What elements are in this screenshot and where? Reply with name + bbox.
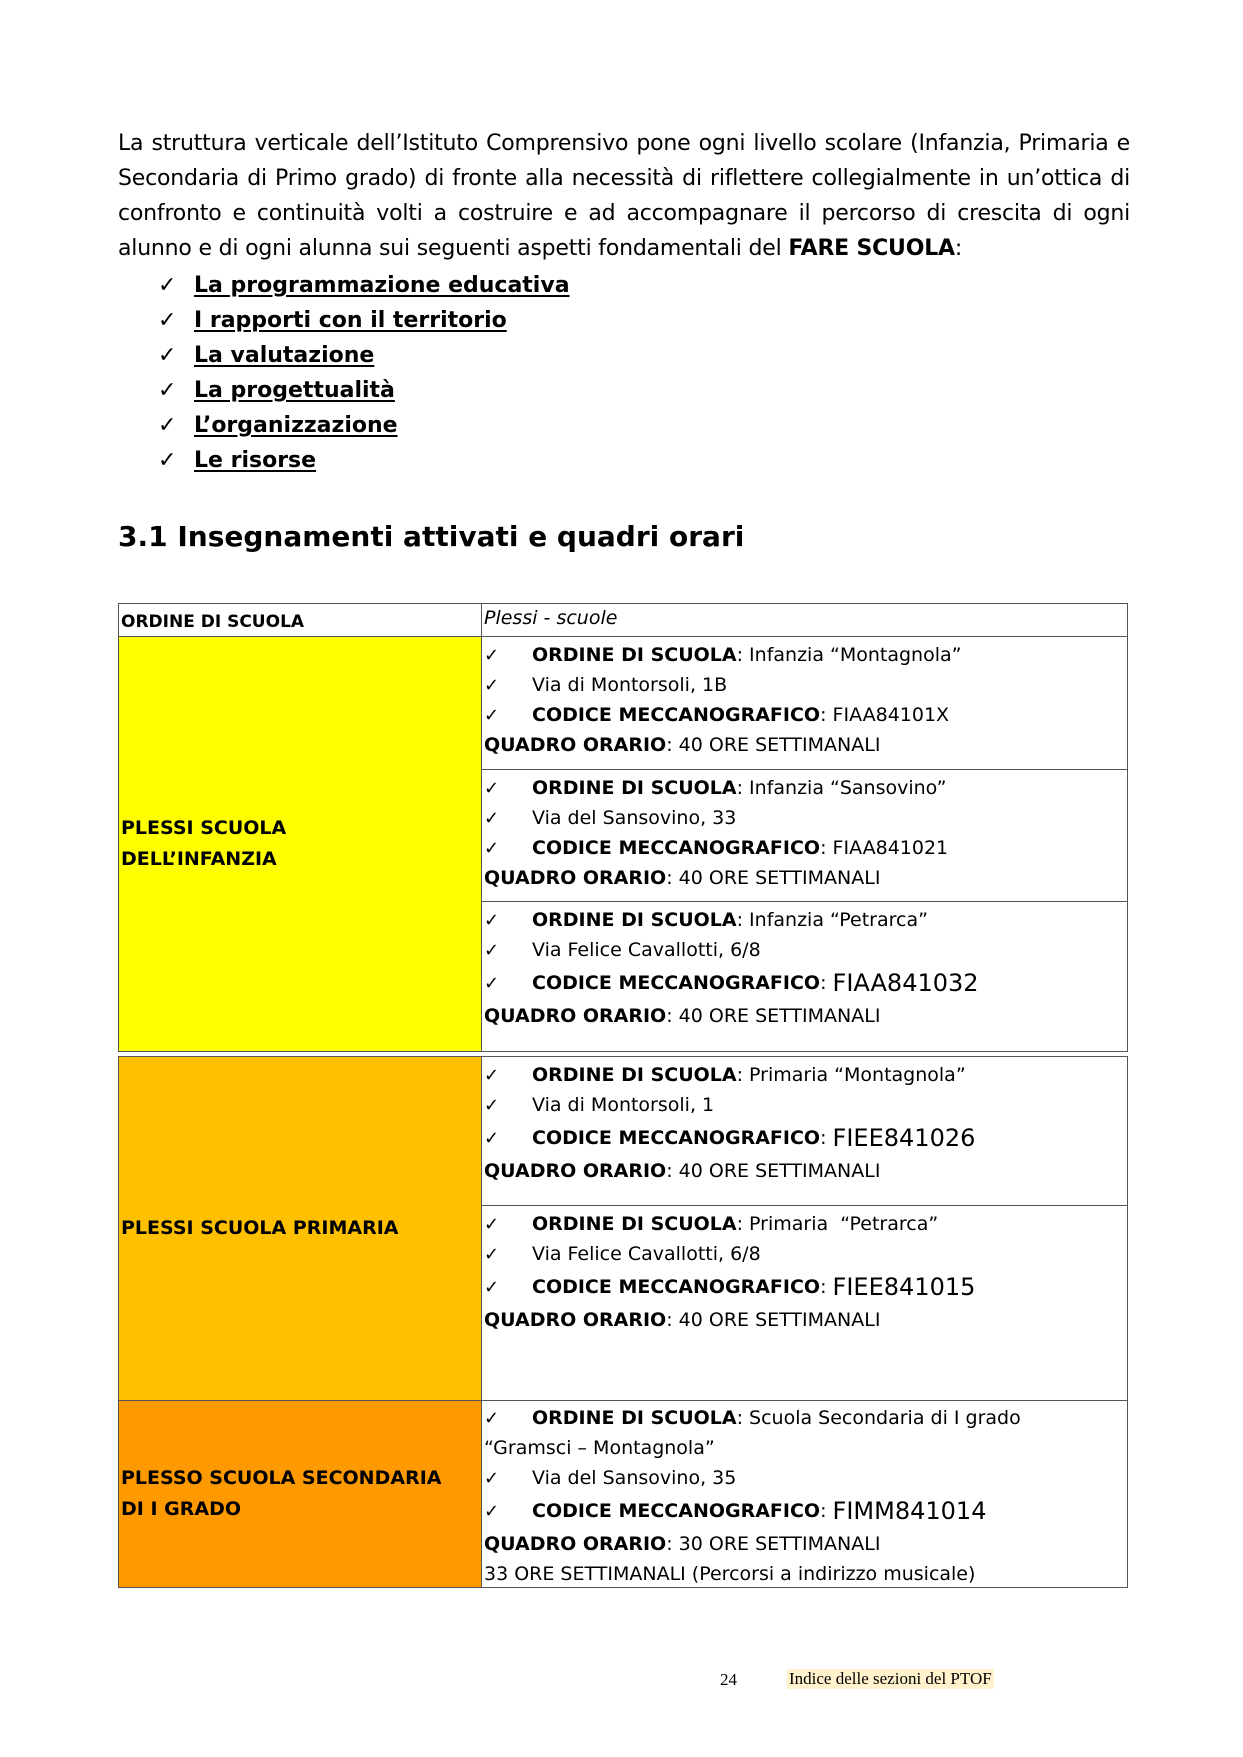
checkmark-icon: ✓ bbox=[484, 1407, 500, 1429]
plesso-codice: ✓ CODICE MECCANOGRAFICO : FIEE841026 bbox=[484, 1124, 976, 1152]
checkmark-icon: ✓ bbox=[484, 644, 500, 666]
plesso-indirizzo bbox=[484, 1090, 1127, 1120]
quadro-value: 40 ORE SETTIMANALI bbox=[678, 734, 881, 756]
checkmark-icon: ✓ bbox=[484, 1094, 500, 1116]
checklist-item[interactable] bbox=[158, 443, 570, 478]
label-codice: CODICE MECCANOGRAFICO bbox=[532, 1500, 821, 1522]
checkmark-icon: ✓ bbox=[484, 1064, 500, 1086]
plesso-codice: ✓ CODICE MECCANOGRAFICO : FIAA84101X bbox=[484, 704, 950, 726]
plesso-codice: ✓ CODICE MECCANOGRAFICO : FIEE841015 bbox=[484, 1273, 976, 1301]
plesso-quadro-extra bbox=[484, 1559, 1127, 1589]
ordine-value: Scuola Secondaria di I grado bbox=[749, 1407, 1021, 1429]
plesso-indirizzo bbox=[484, 1239, 1127, 1269]
plesso-quadro: QUADRO ORARIO : 40 ORE SETTIMANALI bbox=[484, 1005, 881, 1027]
checklist-link[interactable]: La progettualità bbox=[194, 378, 395, 403]
label-quadro: QUADRO ORARIO bbox=[484, 867, 667, 889]
plessi-column bbox=[482, 637, 1127, 1051]
checkmark-icon: ✓ bbox=[484, 1500, 500, 1522]
checkmark-icon: ✓ bbox=[158, 273, 177, 298]
checkmark-icon: ✓ bbox=[158, 448, 177, 473]
table-header-row bbox=[119, 604, 1127, 637]
label-ordine: ORDINE DI SCUOLA bbox=[532, 777, 737, 799]
group-label-infanzia bbox=[119, 637, 482, 1051]
label-ordine: ORDINE DI SCUOLA bbox=[532, 1064, 737, 1086]
quadro-value: 40 ORE SETTIMANALI bbox=[678, 1309, 881, 1331]
checkmark-icon: ✓ bbox=[484, 1127, 500, 1149]
label-quadro: QUADRO ORARIO bbox=[484, 1309, 667, 1331]
page-number: 24 bbox=[720, 1670, 737, 1689]
group-label-primaria bbox=[119, 1057, 482, 1400]
indirizzo-value: Via Felice Cavallotti, 6/8 bbox=[532, 939, 761, 961]
label-codice: CODICE MECCANOGRAFICO bbox=[532, 704, 821, 726]
schools-table-primaria-secondaria bbox=[118, 1056, 1128, 1588]
plesso-codice: ✓ CODICE MECCANOGRAFICO : FIAA841021 bbox=[484, 837, 949, 859]
plesso-indirizzo bbox=[484, 670, 1127, 700]
checklist-item[interactable] bbox=[158, 338, 570, 373]
checkmark-icon: ✓ bbox=[484, 909, 500, 931]
plesso-ordine: ✓ ORDINE DI SCUOLA : Infanzia “Petrarca” bbox=[484, 909, 928, 931]
label-ordine: ORDINE DI SCUOLA bbox=[532, 909, 737, 931]
codice-value: FIMM841014 bbox=[832, 1497, 987, 1525]
header-ordine: ORDINE DI SCUOLA bbox=[119, 604, 482, 636]
codice-value: FIEE841026 bbox=[832, 1124, 976, 1152]
ordine-value: Primaria “Petrarca” bbox=[749, 1213, 939, 1235]
quadro-value: 40 ORE SETTIMANALI bbox=[678, 1160, 881, 1182]
checkmark-icon: ✓ bbox=[484, 1213, 500, 1235]
plesso-quadro: QUADRO ORARIO : 40 ORE SETTIMANALI bbox=[484, 1309, 881, 1331]
quadro-value: 40 ORE SETTIMANALI bbox=[678, 1005, 881, 1027]
checklist-item[interactable] bbox=[158, 408, 570, 443]
checkmark-icon: ✓ bbox=[484, 837, 500, 859]
intro-bold: FARE SCUOLA bbox=[788, 236, 955, 261]
codice-value: FIAA841021 bbox=[832, 837, 949, 859]
ptof-index-link[interactable]: Indice delle sezioni del PTOF bbox=[789, 1669, 992, 1688]
plesso-cell bbox=[482, 902, 1127, 1051]
ordine-value: Infanzia “Sansovino” bbox=[749, 777, 947, 799]
group-label-text: PLESSO SCUOLA SECONDARIA DI I GRADO bbox=[121, 1467, 442, 1520]
codice-value: FIAA84101X bbox=[832, 704, 950, 726]
codice-value: FIAA841032 bbox=[832, 969, 979, 997]
plesso-quadro: QUADRO ORARIO : 30 ORE SETTIMANALI bbox=[484, 1533, 881, 1555]
plesso-codice: ✓ CODICE MECCANOGRAFICO : FIAA841032 bbox=[484, 969, 979, 997]
plesso-ordine: ✓ ORDINE DI SCUOLA : Primaria “Montagnola” bbox=[484, 1064, 966, 1086]
plesso-codice: ✓ CODICE MECCANOGRAFICO : FIMM841014 bbox=[484, 1497, 987, 1525]
plesso-cell bbox=[482, 770, 1127, 902]
group-label-secondaria bbox=[119, 1401, 482, 1587]
checklist-link[interactable]: La valutazione bbox=[194, 343, 375, 368]
plesso-indirizzo bbox=[484, 1463, 1127, 1493]
label-codice: CODICE MECCANOGRAFICO bbox=[532, 837, 821, 859]
checklist-item[interactable] bbox=[158, 373, 570, 408]
schools-table-infanzia bbox=[118, 603, 1128, 1052]
table-row-primaria bbox=[119, 1057, 1127, 1401]
indirizzo-value: Via del Sansovino, 33 bbox=[532, 807, 737, 829]
ordine-value-cont: “Gramsci – Montagnola” bbox=[484, 1437, 715, 1459]
plesso-ordine: ✓ ORDINE DI SCUOLA : Scuola Secondaria di I grado bbox=[484, 1407, 1021, 1429]
plesso-indirizzo bbox=[484, 935, 1127, 965]
intro-end: : bbox=[954, 236, 963, 261]
plesso-cell bbox=[482, 1057, 1127, 1206]
checkmark-icon: ✓ bbox=[158, 378, 177, 403]
checklist-item[interactable] bbox=[158, 268, 570, 303]
label-codice: CODICE MECCANOGRAFICO bbox=[532, 1276, 821, 1298]
indirizzo-value: Via del Sansovino, 35 bbox=[532, 1467, 737, 1489]
plesso-cell bbox=[482, 637, 1127, 770]
label-ordine: ORDINE DI SCUOLA bbox=[532, 1407, 737, 1429]
checkmark-icon: ✓ bbox=[484, 972, 500, 994]
quadro-extra-value: 33 ORE SETTIMANALI (Percorsi a indirizzo musicale) bbox=[484, 1563, 976, 1585]
label-codice: CODICE MECCANOGRAFICO bbox=[532, 1127, 821, 1149]
ordine-value: Primaria “Montagnola” bbox=[749, 1064, 966, 1086]
checkmark-icon: ✓ bbox=[158, 413, 177, 438]
checkmark-icon: ✓ bbox=[484, 674, 500, 696]
checkmark-icon: ✓ bbox=[484, 1467, 500, 1489]
checklist-link[interactable]: La programmazione educativa bbox=[194, 273, 570, 298]
plessi-column bbox=[482, 1057, 1127, 1400]
ordine-value: Infanzia “Petrarca” bbox=[749, 909, 928, 931]
indirizzo-value: Via Felice Cavallotti, 6/8 bbox=[532, 1243, 761, 1265]
codice-value: FIEE841015 bbox=[832, 1273, 976, 1301]
checklist-link[interactable]: Le risorse bbox=[194, 448, 317, 473]
checklist-link[interactable]: I rapporti con il territorio bbox=[194, 308, 507, 333]
checkmark-icon: ✓ bbox=[484, 1243, 500, 1265]
quadro-value: 40 ORE SETTIMANALI bbox=[678, 867, 881, 889]
checkmark-icon: ✓ bbox=[484, 1276, 500, 1298]
header-plessi: Plessi - scuole bbox=[484, 607, 618, 629]
label-quadro: QUADRO ORARIO bbox=[484, 1160, 667, 1182]
checkmark-icon: ✓ bbox=[484, 704, 500, 726]
checkmark-icon: ✓ bbox=[484, 807, 500, 829]
label-quadro: QUADRO ORARIO bbox=[484, 734, 667, 756]
group-label-text: PLESSI SCUOLA DELL’INFANZIA bbox=[121, 817, 287, 870]
intro-paragraph bbox=[118, 126, 1130, 266]
checklist-item[interactable] bbox=[158, 303, 570, 338]
plesso-quadro: QUADRO ORARIO : 40 ORE SETTIMANALI bbox=[484, 1160, 881, 1182]
plesso-ordine: ✓ ORDINE DI SCUOLA : Primaria “Petrarca” bbox=[484, 1213, 939, 1235]
label-codice: CODICE MECCANOGRAFICO bbox=[532, 972, 821, 994]
section-heading: 3.1 Insegnamenti attivati e quadri orari bbox=[118, 520, 745, 553]
table-row-infanzia bbox=[119, 637, 1127, 1051]
plesso-ordine-cont bbox=[484, 1433, 1127, 1463]
plesso-ordine: ✓ ORDINE DI SCUOLA : Infanzia “Sansovino” bbox=[484, 777, 947, 799]
plesso-indirizzo bbox=[484, 803, 1127, 833]
ordine-value: Infanzia “Montagnola” bbox=[749, 644, 962, 666]
intro-text: La struttura verticale dell’Istituto Comprensivo pone ogni livello scolare (Infanzia, Primaria e Secondaria di Primo grado) di fronte alla necessità di riflettere collegialmente in un’ottica di confronto e continuità volti a costruire e ad accompagnare il percorso di crescita di ogni alunno e di ogni alunna sui seguenti aspetti fondamentali del bbox=[118, 131, 1130, 261]
plesso-cell bbox=[482, 1401, 1127, 1587]
aspects-checklist bbox=[158, 268, 570, 478]
plesso-ordine: ✓ ORDINE DI SCUOLA : Infanzia “Montagnola” bbox=[484, 644, 962, 666]
label-ordine: ORDINE DI SCUOLA bbox=[532, 1213, 737, 1235]
indirizzo-value: Via di Montorsoli, 1 bbox=[532, 1094, 715, 1116]
quadro-value: 30 ORE SETTIMANALI bbox=[678, 1533, 881, 1555]
group-label-text: PLESSI SCUOLA PRIMARIA bbox=[121, 1217, 399, 1239]
plesso-quadro: QUADRO ORARIO : 40 ORE SETTIMANALI bbox=[484, 867, 881, 889]
checklist-link[interactable]: L’organizzazione bbox=[194, 413, 398, 438]
checkmark-icon: ✓ bbox=[158, 343, 177, 368]
plesso-quadro: QUADRO ORARIO : 40 ORE SETTIMANALI bbox=[484, 734, 881, 756]
checkmark-icon: ✓ bbox=[484, 939, 500, 961]
plessi-column bbox=[482, 1401, 1127, 1587]
indirizzo-value: Via di Montorsoli, 1B bbox=[532, 674, 728, 696]
plesso-cell bbox=[482, 1206, 1127, 1400]
label-quadro: QUADRO ORARIO bbox=[484, 1533, 667, 1555]
label-quadro: QUADRO ORARIO bbox=[484, 1005, 667, 1027]
checkmark-icon: ✓ bbox=[158, 308, 177, 333]
table-row-secondaria bbox=[119, 1401, 1127, 1587]
checkmark-icon: ✓ bbox=[484, 777, 500, 799]
label-ordine: ORDINE DI SCUOLA bbox=[532, 644, 737, 666]
